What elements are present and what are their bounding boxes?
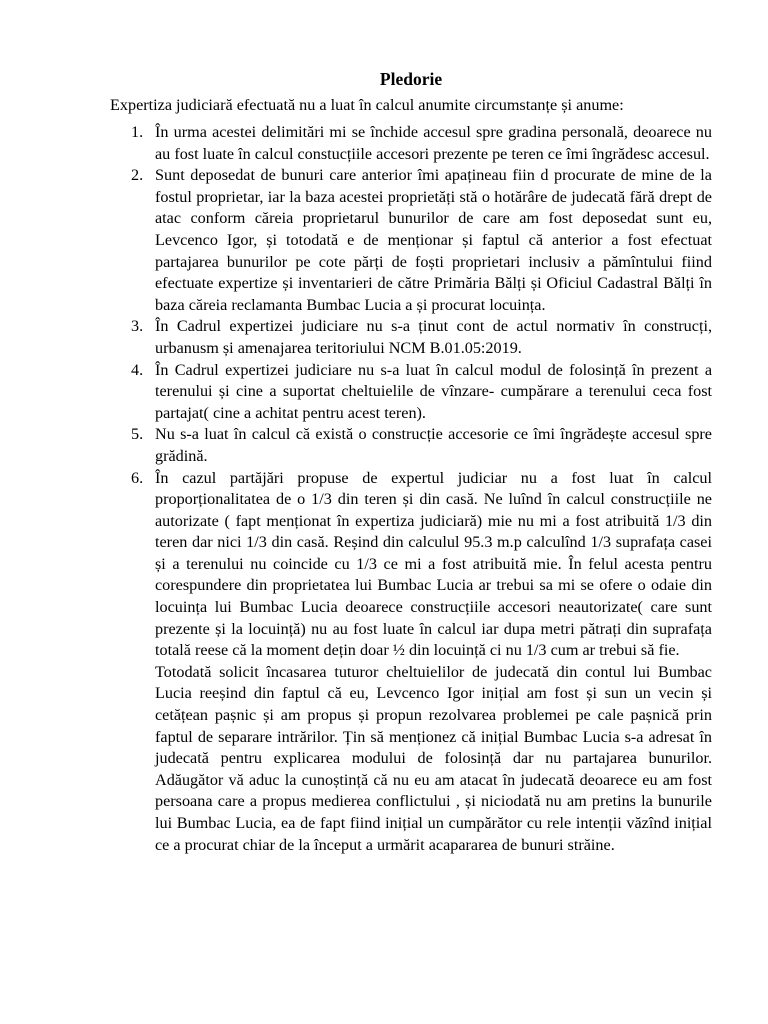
list-item-text: În cazul partăjări propuse de expertul judiciar nu a fost luat în calcul proporționalitatea de o 1/3 din teren și din casă. Ne luînd în calcul construcțiile ne autorizate ( fapt menționat în expertiza judiciară) mie nu mi a fost atribuită 1/3 din teren dar nici 1/3 din casă. Reșind din calculul 95.3 m.p calculînd 1/3 suprafața casei și a terenului nu coincide cu 1/3 ce mi a fost atribuită mie. În felul acesta pentru corespundere din proprietatea lui Bumbac Lucia ar trebui sa mi se ofere o odaie din locuința lui Bumbac Lucia deoarece construcțiile accesori neautorizate( care sunt prezente și la locuință) nu au fost luate în calcul iar dupa metri pătrați din suprafața totală reese că la moment dețin doar ½ din locuință ci nu 1/3 cum ar trebui să fie. [155,468,712,660]
closing-paragraph: Totodată solicit încasarea tuturor cheltuielilor de judecată din contul lui Bumbac Lucia reeșind din faptul că eu, Levcenco Igor inițial am fost și sun un vecin și cetățean pașnic și am propus și propun rezolvarea problemei pe cale pașnică prin faptul de separare intrărilor. Țin să menționez că inițial Bumbac Lucia s-a adresat în judecată pentru explicarea modului de folosință dar nu partajarea bunurilor. Adăugător vă aduc la cunoștință că nu eu am atacat în judecată deoarece eu am fost persoana care a propus medierea conflictului , și niciodată nu am pretins la bunurile lui Bumbac Lucia, ea de fapt fiind inițial un cumpărător cu rele intenții văzînd inițial ce a procurat chiar de la început a urmărit acapararea de bunuri străine. [155,662,712,854]
list-item [110,316,712,359]
list-item-number: 5. [131,425,144,444]
list-item-text: Nu s-a luat în calcul că există o construcție accesorie ce îmi îngrădește accesul spre grădină. [155,425,712,465]
list-item [110,122,712,165]
list-item-text: În Cadrul expertizei judiciare nu s-a ținut cont de actul normativ în construcți, urbanusm și amenajarea teritoriului NCM B.01.05:2019. [155,317,712,357]
list-item-text: În urma acestei delimitări mi se închide accesul spre gradina personală, deoarece nu au fost luate în calcul constucțiile accesori prezente pe teren ce îmi îngrădesc accesul. [155,123,712,163]
document-page [110,68,712,856]
list-item-number: 1. [131,123,144,141]
points-list [110,122,712,662]
list-item-number: 6. [131,468,144,487]
document-intro: Expertiza judiciară efectuată nu a luat în calcul anumite circumstanțe și anume: [110,96,624,114]
list-item [110,165,712,316]
list-item-text: În Cadrul expertizei judiciare nu s-a luat în calcul modul de folosință în prezent a terenului și cine a suportat cheltuielile de vînzare- cumpărare a terenului ceca fost partajat( cine a achitat pentru acest teren). [155,360,712,422]
list-item [110,360,712,425]
list-item-number: 2. [131,166,144,185]
list-item [110,424,712,467]
list-item-text: Sunt deposedat de bunuri care anterior îmi apațineau fiin d procurate de mine de la fostul proprietar, iar la baza acestei proprietăți stă o hotărâre de judecată fără drept de atac conform căreia proprietarul bunurilor de care am fost deposedat sunt eu, Levcenco Igor, și totodată e de menționar și faptul că anterior a fost efectuat partajarea bunurilor pe cote părți de foști proprietari inclusiv a pămîntului fiind efectuate expertize și inventarieri de către Primăria Bălți și Oficiul Cadastral Bălți în baza căreia reclamanta Bumbac Lucia a și procurat locuința. [155,166,712,314]
list-item-number: 3. [131,317,144,336]
document-title: Pledorie [379,69,443,89]
list-item-number: 4. [131,360,144,379]
list-item [110,468,712,662]
